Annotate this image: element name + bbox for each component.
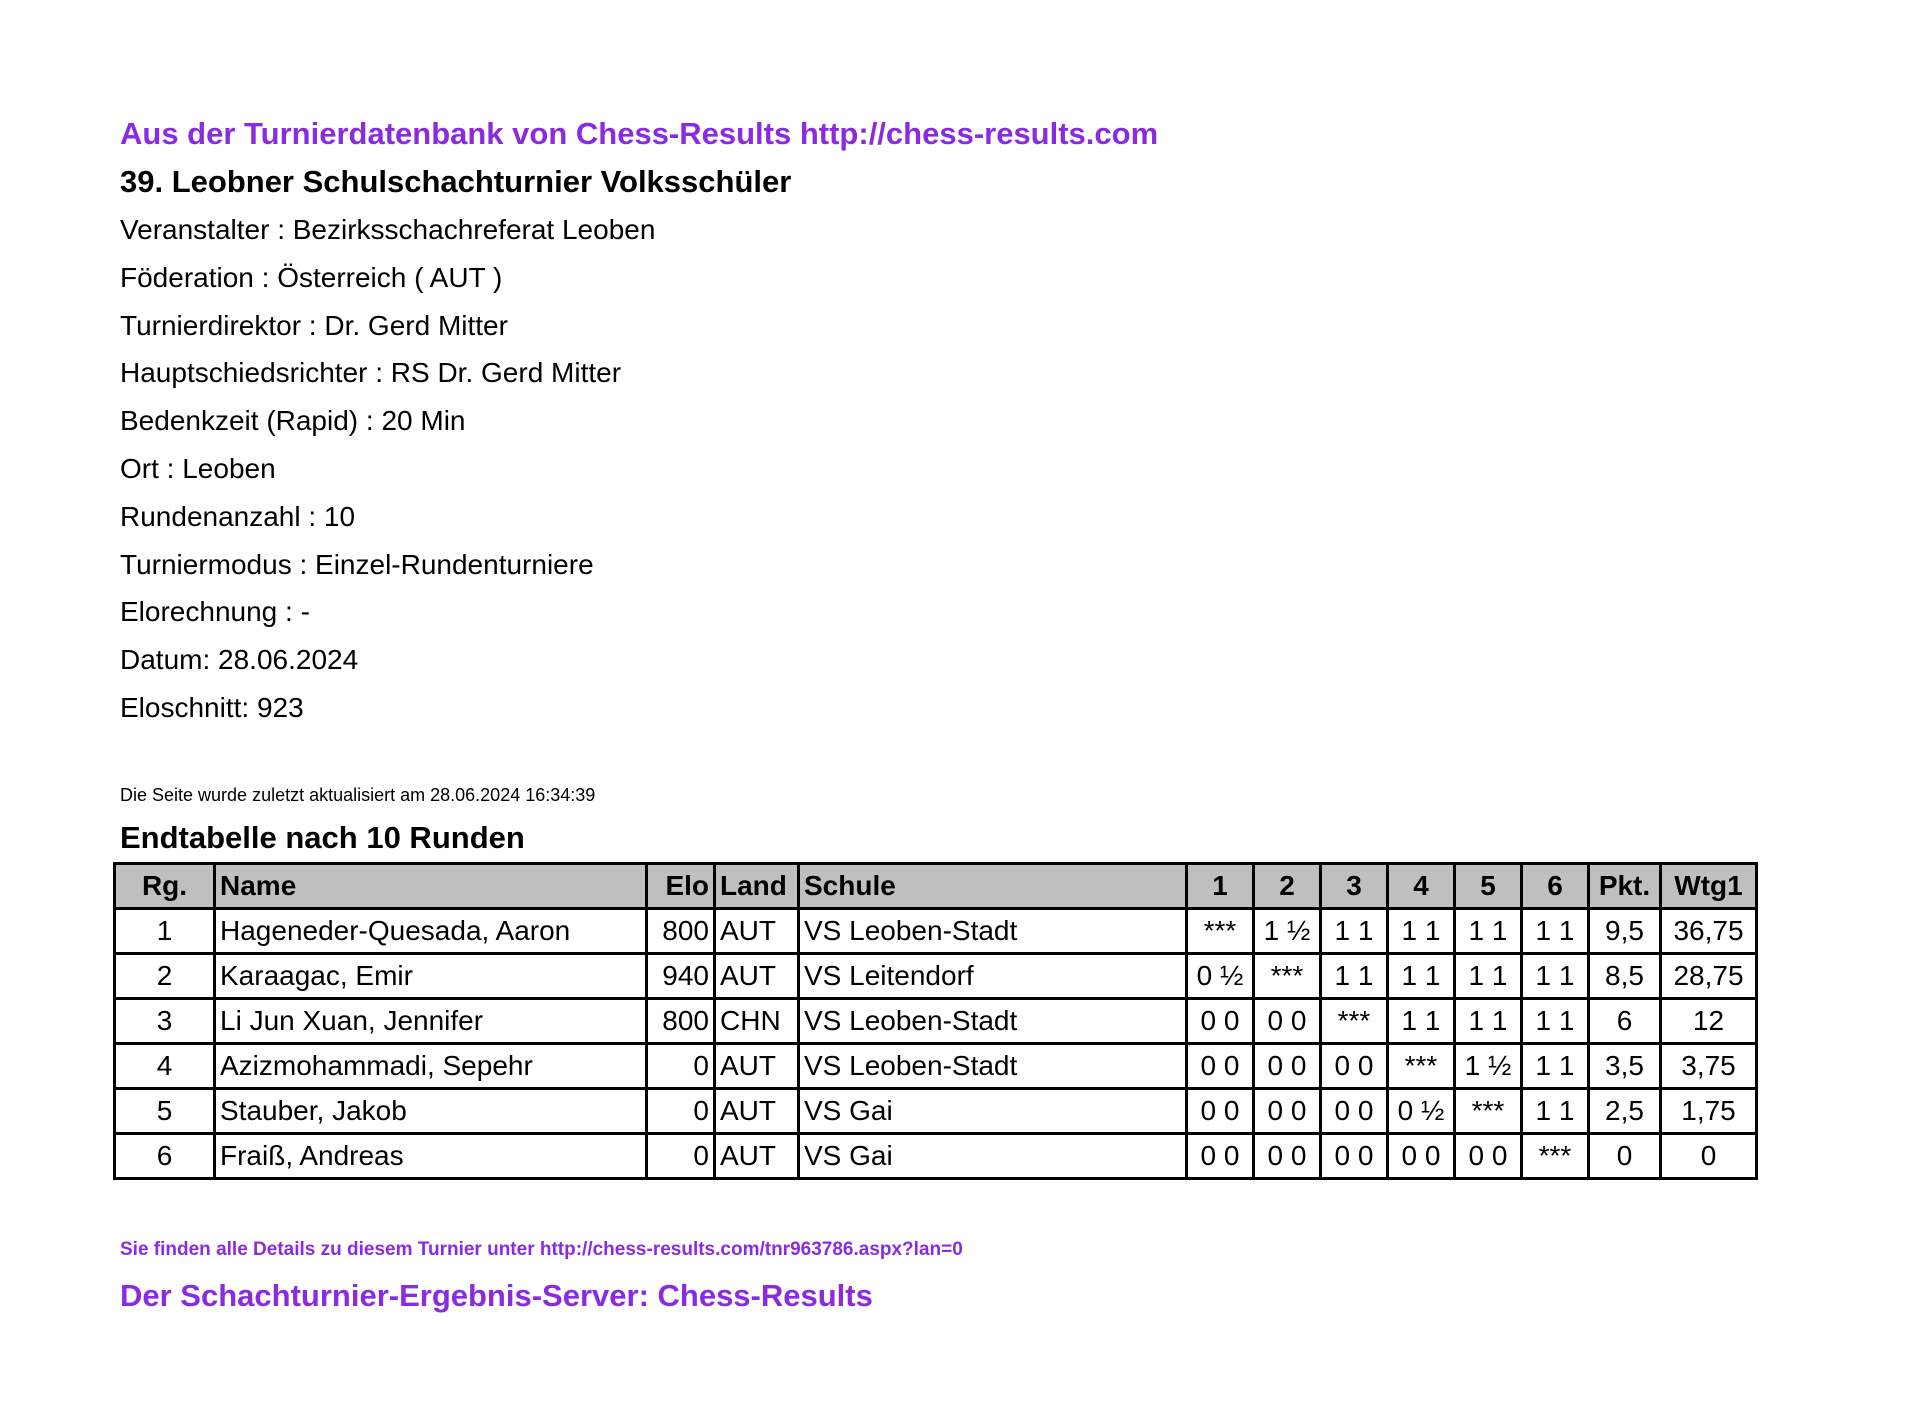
footer-server-title[interactable]: Der Schachturnier-Ergebnis-Server: Chess-Results: [120, 1277, 873, 1313]
cell-tiebreak: 3,75: [1661, 1043, 1757, 1088]
col-round-4-header: 4: [1388, 863, 1455, 908]
cell-round-3: 1 1: [1321, 908, 1388, 953]
footer-details-link[interactable]: Sie finden alle Details zu diesem Turnier unter http://chess-results.com/tnr963786.aspx?lan=0: [120, 1238, 963, 1260]
cell-round-5: 1 1: [1455, 908, 1522, 953]
info-chief-arbiter: Hauptschiedsrichter : RS Dr. Gerd Mitter: [120, 357, 622, 389]
cell-elo: 0: [647, 1088, 715, 1133]
cell-school: VS Leoben-Stadt: [799, 998, 1187, 1043]
cell-round-3: ***: [1321, 998, 1388, 1043]
info-federation: Föderation : Österreich ( AUT ): [120, 261, 503, 293]
cell-tiebreak: 28,75: [1661, 953, 1757, 998]
cell-round-3: 1 1: [1321, 953, 1388, 998]
table-row: [115, 1043, 1757, 1088]
cell-points: 0: [1589, 1133, 1661, 1178]
col-round-3-header: 3: [1321, 863, 1388, 908]
col-rank-header: Rg.: [115, 863, 215, 908]
col-country-header: Land: [715, 863, 799, 908]
cell-round-5: ***: [1455, 1088, 1522, 1133]
cell-name: Karaagac, Emir: [215, 953, 647, 998]
cell-points: 2,5: [1589, 1088, 1661, 1133]
source-line[interactable]: Aus der Turnierdatenbank von Chess-Results http://chess-results.com: [120, 116, 1159, 151]
cell-name: Azizmohammadi, Sepehr: [215, 1043, 647, 1088]
cell-round-6: 1 1: [1522, 908, 1589, 953]
cell-round-5: 0 0: [1455, 1133, 1522, 1178]
cell-round-2: 0 0: [1254, 1088, 1321, 1133]
cell-school: VS Leitendorf: [799, 953, 1187, 998]
info-director: Turnierdirektor : Dr. Gerd Mitter: [120, 309, 508, 341]
cell-tiebreak: 36,75: [1661, 908, 1757, 953]
table-row: [115, 1133, 1757, 1178]
col-name-header: Name: [215, 863, 647, 908]
info-mode: Turniermodus : Einzel-Rundenturniere: [120, 548, 594, 580]
cell-rank: 1: [115, 908, 215, 953]
cell-round-1: 0 0: [1187, 1043, 1254, 1088]
info-location: Ort : Leoben: [120, 452, 276, 484]
tournament-info: [120, 206, 1820, 732]
cell-round-4: 1 1: [1388, 908, 1455, 953]
cell-round-1: 0 0: [1187, 1133, 1254, 1178]
cell-school: VS Gai: [799, 1133, 1187, 1178]
cell-name: Li Jun Xuan, Jennifer: [215, 998, 647, 1043]
cell-elo: 800: [647, 908, 715, 953]
cell-round-4: 0 0: [1388, 1133, 1455, 1178]
col-round-5-header: 5: [1455, 863, 1522, 908]
cell-round-3: 0 0: [1321, 1133, 1388, 1178]
col-points-header: Pkt.: [1589, 863, 1661, 908]
cell-name: Stauber, Jakob: [215, 1088, 647, 1133]
cell-round-2: 1 ½: [1254, 908, 1321, 953]
cell-country: AUT: [715, 953, 799, 998]
cell-name: Hageneder-Quesada, Aaron: [215, 908, 647, 953]
cell-country: AUT: [715, 1043, 799, 1088]
cell-elo: 940: [647, 953, 715, 998]
cell-round-1: 0 0: [1187, 1088, 1254, 1133]
col-tiebreak-header: Wtg1: [1661, 863, 1757, 908]
cell-points: 6: [1589, 998, 1661, 1043]
last-updated: Die Seite wurde zuletzt aktualisiert am 28.06.2024 16:34:39: [120, 784, 596, 805]
cell-elo: 0: [647, 1133, 715, 1178]
cell-round-5: 1 1: [1455, 998, 1522, 1043]
cell-country: AUT: [715, 908, 799, 953]
col-round-6-header: 6: [1522, 863, 1589, 908]
cell-round-6: 1 1: [1522, 1088, 1589, 1133]
table-row: [115, 908, 1757, 953]
document-page: [120, 110, 1820, 1316]
cell-round-2: 0 0: [1254, 1133, 1321, 1178]
cell-country: CHN: [715, 998, 799, 1043]
table-row: [115, 998, 1757, 1043]
cell-rank: 2: [115, 953, 215, 998]
cell-round-2: ***: [1254, 953, 1321, 998]
cell-tiebreak: 12: [1661, 998, 1757, 1043]
cell-round-3: 0 0: [1321, 1043, 1388, 1088]
cell-rank: 3: [115, 998, 215, 1043]
info-organizer: Veranstalter : Bezirksschachreferat Leoben: [120, 214, 656, 245]
cell-round-5: 1 1: [1455, 953, 1522, 998]
cell-points: 9,5: [1589, 908, 1661, 953]
cell-school: VS Leoben-Stadt: [799, 1043, 1187, 1088]
cell-round-6: 1 1: [1522, 998, 1589, 1043]
info-rounds: Rundenanzahl : 10: [120, 500, 356, 532]
cell-round-6: ***: [1522, 1133, 1589, 1178]
col-round-1-header: 1: [1187, 863, 1254, 908]
cell-school: VS Leoben-Stadt: [799, 908, 1187, 953]
cell-elo: 0: [647, 1043, 715, 1088]
cell-country: AUT: [715, 1133, 799, 1178]
cell-points: 3,5: [1589, 1043, 1661, 1088]
table-row: [115, 1088, 1757, 1133]
table-header-row: [115, 863, 1757, 908]
info-date: Datum: 28.06.2024: [120, 644, 359, 676]
cell-round-2: 0 0: [1254, 1043, 1321, 1088]
cell-rank: 6: [115, 1133, 215, 1178]
tournament-title: 39. Leobner Schulschachturnier Volksschüler: [120, 164, 792, 199]
cell-round-1: 0 0: [1187, 998, 1254, 1043]
cell-round-1: ***: [1187, 908, 1254, 953]
cell-tiebreak: 1,75: [1661, 1088, 1757, 1133]
table-row: [115, 953, 1757, 998]
cell-round-6: 1 1: [1522, 953, 1589, 998]
col-elo-header: Elo: [647, 863, 715, 908]
cell-round-4: 1 1: [1388, 998, 1455, 1043]
cell-round-5: 1 ½: [1455, 1043, 1522, 1088]
cell-name: Fraiß, Andreas: [215, 1133, 647, 1178]
info-time-control: Bedenkzeit (Rapid) : 20 Min: [120, 405, 466, 437]
cell-tiebreak: 0: [1661, 1133, 1757, 1178]
cell-round-4: ***: [1388, 1043, 1455, 1088]
cell-round-1: 0 ½: [1187, 953, 1254, 998]
info-rating-calc: Elorechnung : -: [120, 596, 310, 628]
cell-rank: 5: [115, 1088, 215, 1133]
col-school-header: Schule: [799, 863, 1187, 908]
standings-table: [113, 862, 1758, 1180]
cell-points: 8,5: [1589, 953, 1661, 998]
cell-elo: 800: [647, 998, 715, 1043]
cell-round-2: 0 0: [1254, 998, 1321, 1043]
cell-school: VS Gai: [799, 1088, 1187, 1133]
cell-round-4: 0 ½: [1388, 1088, 1455, 1133]
col-round-2-header: 2: [1254, 863, 1321, 908]
cell-country: AUT: [715, 1088, 799, 1133]
cell-round-4: 1 1: [1388, 953, 1455, 998]
info-average-elo: Eloschnitt: 923: [120, 691, 304, 723]
cell-rank: 4: [115, 1043, 215, 1088]
table-title: Endtabelle nach 10 Runden: [120, 819, 525, 855]
cell-round-6: 1 1: [1522, 1043, 1589, 1088]
cell-round-3: 0 0: [1321, 1088, 1388, 1133]
